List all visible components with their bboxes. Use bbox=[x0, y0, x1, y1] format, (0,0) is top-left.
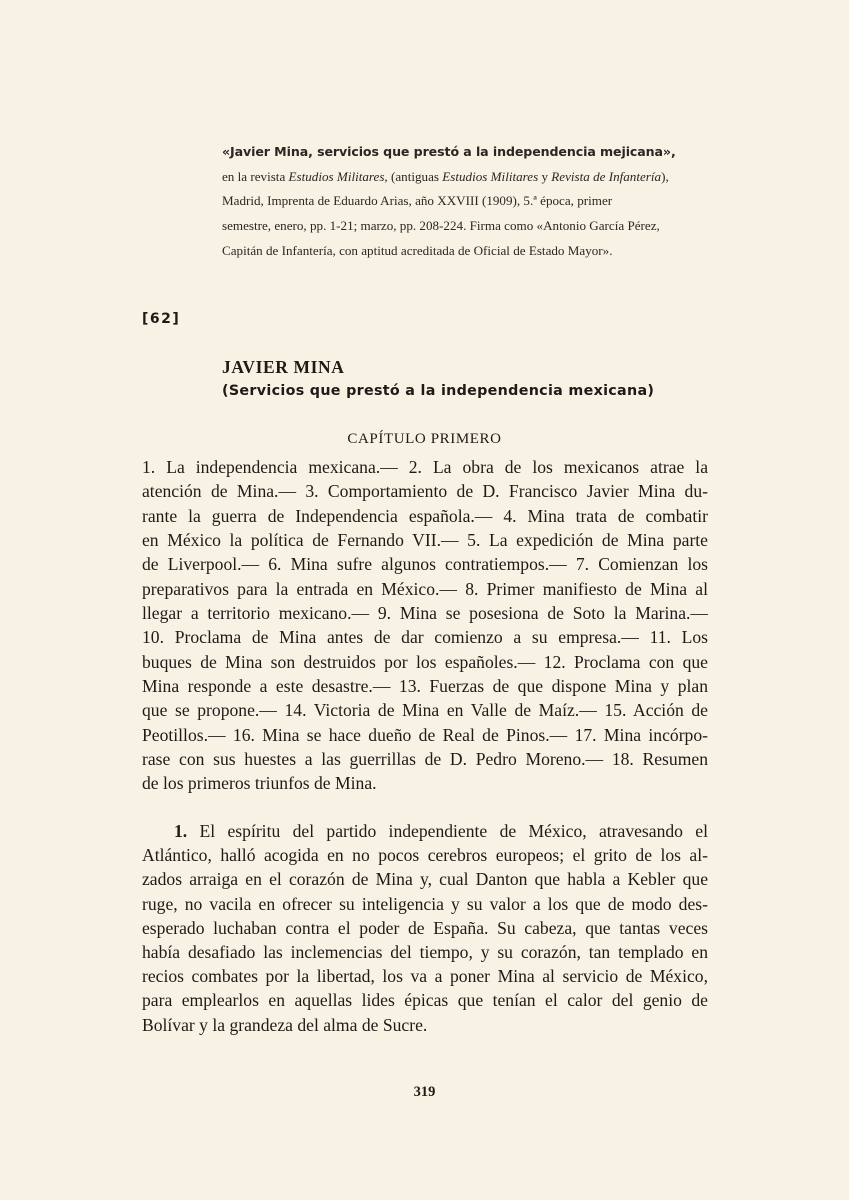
summary-line: buques de Mina son destruidos por los españoles.— 12. Proclama con que bbox=[142, 651, 708, 672]
paragraph-line: para emplearlos en aquellas lides épicas que tenían el calor del genio de bbox=[142, 990, 708, 1011]
summary-line: de Liverpool.— 6. Mina sufre algunos contratiempos.— 7. Comienzan los bbox=[142, 554, 708, 575]
paragraph-line: recios combates por la libertad, los va a poner Mina al servicio de México, bbox=[142, 966, 708, 987]
body-paragraph bbox=[142, 819, 708, 1037]
summary-line: en México la política de Fernando VII.— 5. La expedición de Mina parte bbox=[142, 530, 708, 551]
paragraph-line: ruge, no vacila en ofrecer su inteligencia y su valor a los que de modo des- bbox=[142, 893, 708, 914]
summary-line: atención de Mina.— 3. Comportamiento de D. Francisco Javier Mina du- bbox=[142, 481, 708, 502]
summary-line: de los primeros triunfos de Mina. bbox=[142, 773, 377, 794]
summary-line: rase con sus huestes a las guerrillas de D. Pedro Moreno.— 18. Resumen bbox=[142, 749, 708, 770]
paragraph-line: esperado luchaban contra el poder de España. Su cabeza, que tantas veces bbox=[142, 917, 708, 938]
article-subtitle: (Servicios que prestó a la independencia mexicana) bbox=[222, 383, 655, 399]
entry-number: [62] bbox=[142, 311, 181, 327]
summary-line: llegar a territorio mexicano.— 9. Mina se posesiona de Soto la Marina.— bbox=[142, 603, 708, 624]
summary-line: 1. La independencia mexicana.— 2. La obra de los mexicanos atrae la bbox=[142, 457, 708, 477]
page-number: 319 bbox=[413, 1084, 436, 1100]
summary-line: que se propone.— 14. Victoria de Mina en Valle de Maíz.— 15. Acción de bbox=[142, 700, 708, 721]
summary-line: Mina responde a este desastre.— 13. Fuerzas de que dispone Mina y plan bbox=[142, 676, 708, 697]
article-title: JAVIER MINA bbox=[222, 357, 345, 377]
biblio-line-1 bbox=[222, 165, 710, 190]
chapter-heading: CAPÍTULO PRIMERO bbox=[347, 431, 502, 447]
biblio-line-2: Madrid, Imprenta de Eduardo Arias, año XXVIII (1909), 5.ª época, primer bbox=[222, 193, 613, 209]
paragraph-number: 1. bbox=[174, 821, 188, 841]
paragraph-first-line bbox=[142, 819, 708, 843]
paragraph-text: El espíritu del partido independiente de México, atravesando el bbox=[187, 821, 708, 841]
biblio-text: en la revista bbox=[222, 168, 289, 184]
biblio-line-4: Capitán de Infantería, con aptitud acreditada de Oficial de Estado Mayor». bbox=[222, 242, 613, 258]
biblio-lead-title: «Javier Mina, servicios que prestó a la independencia mejicana», bbox=[222, 144, 676, 159]
biblio-journal-name: Revista de Infantería bbox=[551, 168, 662, 184]
paragraph-line: Bolívar y la grandeza del alma de Sucre. bbox=[142, 1014, 428, 1035]
paragraph-line: había desafiado las inclemencias del tiempo, y su corazón, tan templado en bbox=[142, 942, 708, 963]
paragraph-line: zados arraiga en el corazón de Mina y, cual Danton que habla a Kebler que bbox=[142, 869, 708, 890]
paragraph-line: Atlántico, halló acogida en no pocos cerebros europeos; el grito de los al- bbox=[142, 845, 708, 866]
summary-line: rante la guerra de Independencia española.— 4. Mina trata de combatir bbox=[142, 505, 708, 526]
summary-line: 10. Proclama de Mina antes de dar comienzo a su empresa.— 11. Los bbox=[142, 627, 708, 648]
biblio-text: ), bbox=[661, 168, 669, 184]
biblio-journal-name: Estudios Militares bbox=[442, 168, 539, 184]
biblio-text: (antiguas bbox=[387, 168, 443, 184]
chapter-summary bbox=[142, 455, 708, 796]
summary-line: Peotillos.— 16. Mina se hace dueño de Real de Pinos.— 17. Mina incórpo- bbox=[142, 724, 708, 745]
biblio-text: y bbox=[538, 168, 552, 184]
summary-line: preparativos para la entrada en México.— 8. Primer manifiesto de Mina al bbox=[142, 578, 708, 599]
bibliographic-note bbox=[222, 140, 710, 264]
biblio-line-3: semestre, enero, pp. 1-21; marzo, pp. 208-224. Firma como «Antonio García Pérez, bbox=[222, 218, 660, 234]
biblio-journal-name: Estudios Militares, bbox=[288, 168, 388, 184]
